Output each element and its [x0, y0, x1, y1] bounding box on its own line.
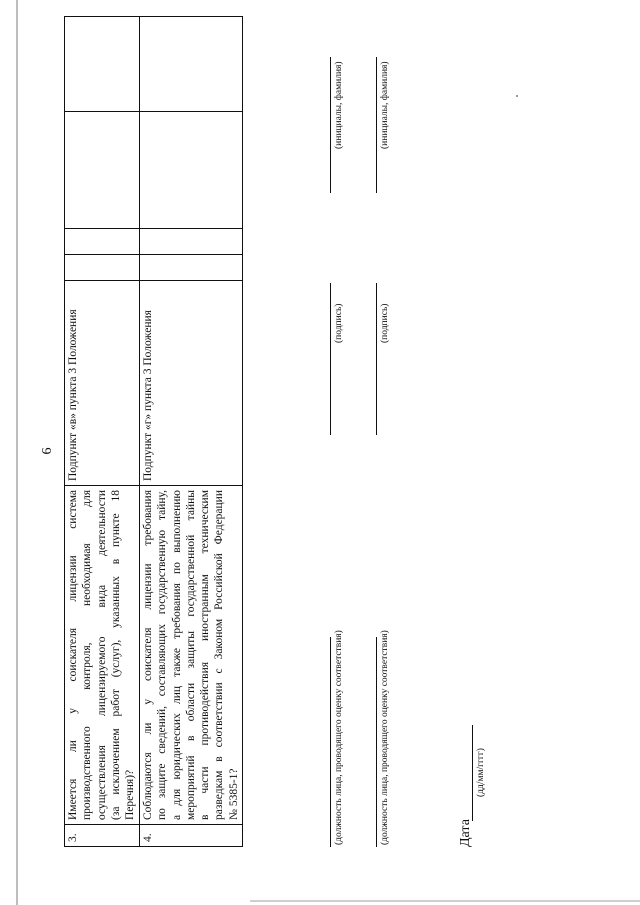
name-line — [376, 57, 377, 193]
signature-caption: (подпись) — [380, 303, 390, 343]
signature-line — [376, 283, 377, 435]
date-line — [472, 725, 473, 821]
row-number: 3. — [65, 825, 140, 847]
answer-cell-yes — [65, 255, 140, 281]
signature-block — [330, 57, 370, 847]
checklist-table — [64, 16, 243, 847]
question-line: в части противодействия иностранным техническим — [199, 490, 212, 820]
question-line: Имеется ли у соискателя лицензии система — [67, 490, 79, 820]
date-label: Дата — [458, 819, 473, 847]
question-line: по защите сведений, составляющих государственную тайну, — [156, 490, 169, 820]
question-cell — [65, 486, 140, 825]
question-line: № 5385-1? — [227, 768, 240, 820]
question-line: а для юридических лиц также требования по выполнению — [170, 490, 183, 820]
legal-basis-cell: Подпункт «в» пункта 3 Положения — [65, 281, 140, 486]
answer-cell-no — [65, 229, 140, 255]
question-line: Соблюдаются ли у соискателя лицензии требования — [142, 490, 154, 820]
position-caption: (должность лица, проводящего оценку соответствия) — [334, 630, 344, 845]
name-line — [330, 57, 331, 193]
row-number: 4. — [140, 825, 243, 847]
legal-basis-cell: Подпункт «г» пункта 3 Положения — [140, 281, 243, 486]
signature-caption: (подпись) — [334, 303, 344, 343]
answer-cell-no — [140, 229, 243, 255]
position-line — [330, 637, 331, 847]
position-line — [376, 637, 377, 847]
answer-cell-not-applicable — [140, 112, 243, 229]
signature-line — [330, 283, 331, 435]
name-caption: (инициалы, фамилия) — [334, 61, 344, 149]
question-cell — [140, 486, 243, 825]
question-line: мероприятий в области защиты государственной тайны — [184, 490, 197, 820]
notes-cell — [65, 17, 140, 112]
question-line: Перечня)? — [124, 769, 137, 820]
question-line: производственного контроля, необходимая для — [81, 490, 94, 820]
notes-cell — [140, 17, 243, 112]
question-line: разведкам в соответствии с Законом Российской Федерации — [213, 490, 226, 820]
position-caption: (должность лица, проводящего оценку соответствия) — [380, 630, 390, 845]
answer-cell-yes — [140, 255, 243, 281]
question-line: осуществления лицензируемого вида деятельности — [95, 490, 108, 820]
signature-block — [376, 57, 416, 847]
table-row — [65, 17, 140, 847]
name-caption: (инициалы, фамилия) — [380, 61, 390, 149]
question-line: (за исключением работ (услуг), указанных в пункте 18 — [109, 490, 122, 820]
page-number: 6 — [40, 447, 55, 455]
answer-cell-not-applicable — [65, 112, 140, 229]
table-row — [140, 17, 243, 847]
date-caption: (дд/мм/гггг) — [476, 748, 486, 797]
